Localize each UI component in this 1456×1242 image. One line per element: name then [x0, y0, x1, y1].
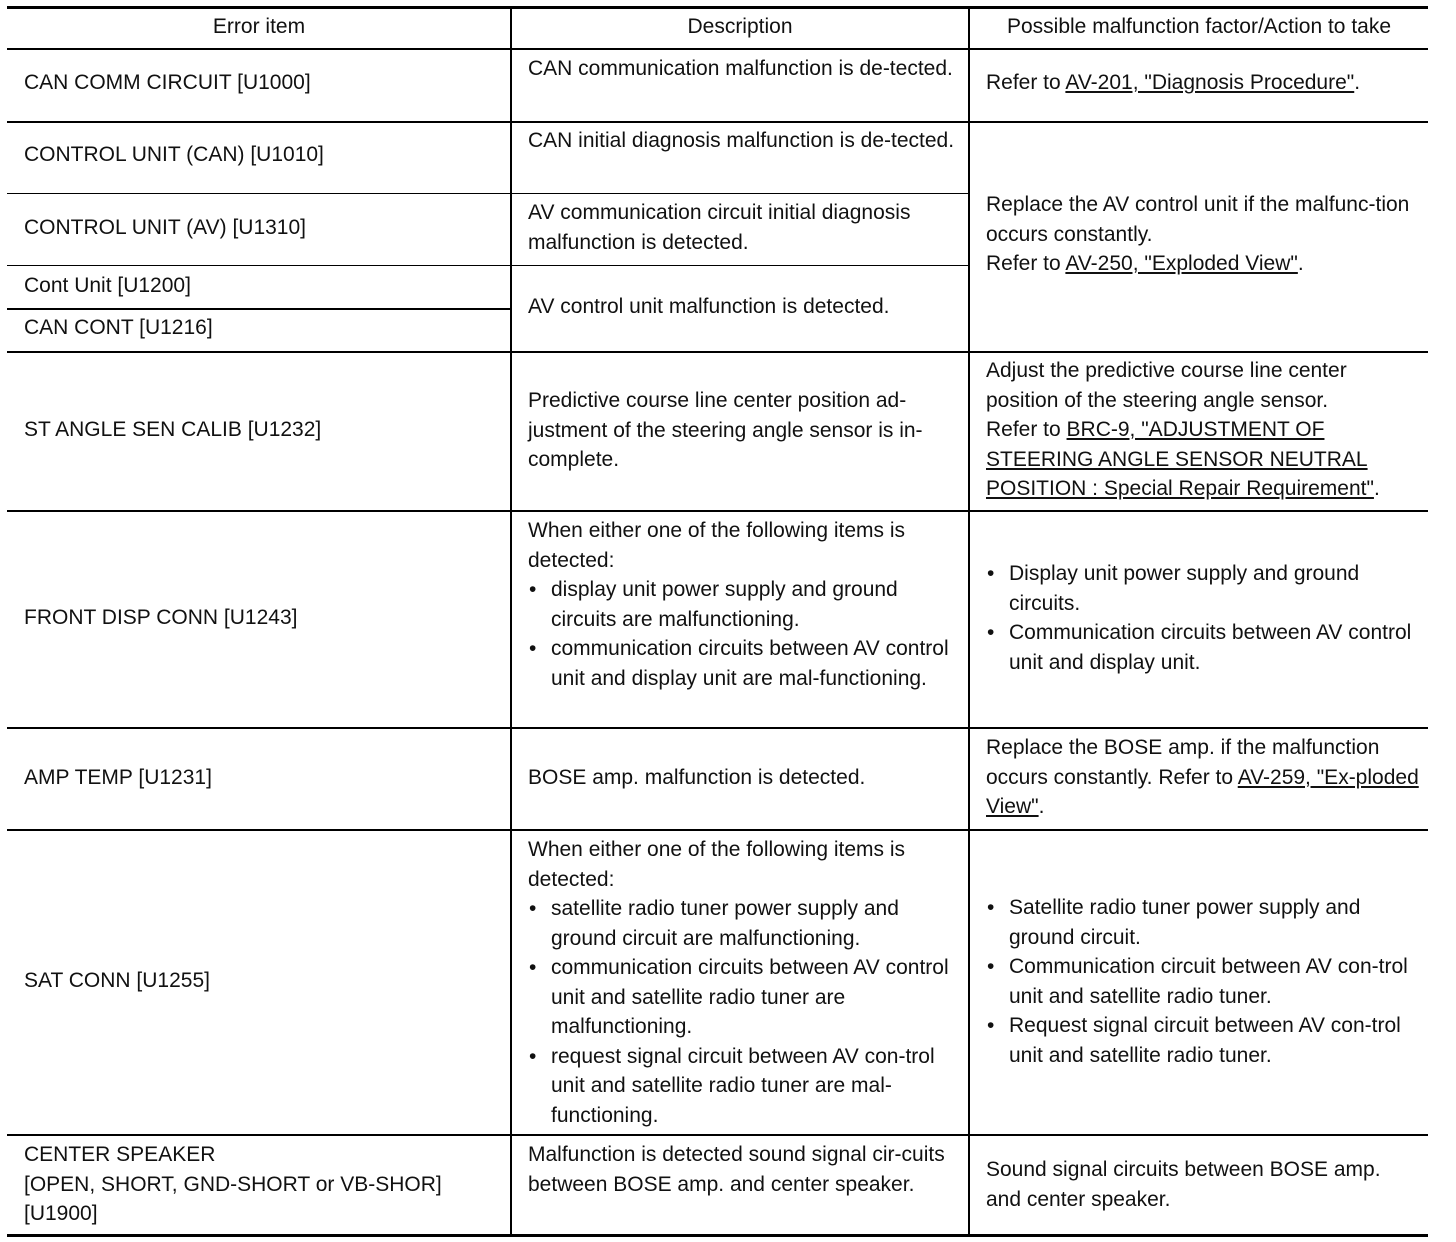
column-divider — [510, 6, 512, 1237]
action-u1000 — [986, 68, 1420, 98]
list-item: • request signal circuit between AV con-trol unit and satellite radio tuner are mal-functioning. — [528, 1042, 962, 1131]
row-divider — [7, 829, 1428, 831]
table-top-border — [7, 6, 1428, 9]
action-reference — [986, 249, 1420, 279]
action-text: Adjust the predictive course line center position of the steering angle sensor. — [986, 359, 1347, 412]
action-text: . — [1297, 252, 1304, 275]
row-divider — [7, 727, 1428, 729]
action-reference — [986, 415, 1420, 504]
header-divider — [7, 48, 1428, 50]
action-bullet-list — [986, 559, 1420, 677]
action-text: . — [1038, 795, 1045, 818]
row-divider — [7, 308, 512, 310]
description-u1243 — [528, 516, 962, 693]
error-item-line: [OPEN, SHORT, GND-SHORT or VB-SHOR] — [24, 1172, 442, 1196]
list-item: • communication circuits between AV control unit and satellite radio tuner are malfunctioning. — [528, 953, 962, 1042]
description-intro: When either one of the following items is detected: — [528, 838, 906, 891]
action-text: . — [1354, 71, 1361, 94]
list-item: • display unit power supply and ground circuits are malfunctioning. — [528, 575, 962, 634]
header-action: Possible malfunction factor/Action to take — [1006, 15, 1392, 38]
reference-link[interactable]: BRC-9, "ADJUSTMENT OF STEERING ANGLE SENSOR NEUTRAL POSITION : Special Repair Requirement" — [986, 418, 1374, 500]
header-description: Description — [687, 15, 793, 38]
table-bottom-border — [7, 1234, 1428, 1237]
error-item-u1900 — [24, 1140, 504, 1229]
error-item-u1010: CONTROL UNIT (CAN) [U1010] — [24, 143, 324, 166]
action-u1232 — [986, 356, 1420, 504]
error-item-u1200: Cont Unit [U1200] — [24, 274, 191, 297]
list-item: • Satellite radio tuner power supply and ground circuit. — [986, 893, 1420, 952]
action-text: Replace the AV control unit if the malfunc-tion occurs constantly. — [986, 193, 1410, 246]
description-u1231: BOSE amp. malfunction is detected. — [528, 766, 866, 789]
row-divider — [7, 265, 970, 266]
error-item-u1310: CONTROL UNIT (AV) [U1310] — [24, 216, 307, 239]
row-divider — [7, 121, 1428, 123]
row-divider — [7, 1134, 1428, 1136]
description-bullet-list — [528, 575, 962, 693]
reference-link[interactable]: AV-259, "Ex-ploded View" — [986, 765, 1419, 818]
action-replace-av-control-unit — [986, 190, 1420, 279]
action-u1255 — [986, 893, 1420, 1070]
error-item-u1255: SAT CONN [U1255] — [24, 969, 210, 992]
column-divider — [968, 6, 970, 1237]
row-divider — [7, 351, 1428, 353]
list-item: • Request signal circuit between AV con-trol unit and satellite radio tuner. — [986, 1011, 1420, 1070]
description-u1310: AV communication circuit initial diagnosis malfunction is detected. — [528, 201, 911, 254]
description-u1000: CAN communication malfunction is de-tected. — [528, 57, 953, 80]
error-item-u1216: CAN CONT [U1216] — [24, 316, 213, 339]
action-text: Replace the BOSE amp. if the malfunction occurs constantly. Refer to — [986, 736, 1380, 789]
description-bullet-list — [528, 894, 962, 1130]
description-u1255 — [528, 835, 962, 1130]
action-text: Refer to — [986, 252, 1066, 275]
description-u1200-u1216: AV control unit malfunction is detected. — [528, 295, 890, 318]
action-text: . — [1373, 477, 1380, 500]
error-item-u1231: AMP TEMP [U1231] — [24, 766, 212, 789]
error-item-u1000: CAN COMM CIRCUIT [U1000] — [24, 71, 311, 94]
action-text: Refer to — [986, 418, 1067, 441]
description-u1232: Predictive course line center position ad-justment of the steering angle sensor is in-complete. — [528, 389, 923, 471]
list-item: • satellite radio tuner power supply and ground circuit are malfunctioning. — [528, 894, 962, 953]
description-u1010: CAN initial diagnosis malfunction is de-tected. — [528, 129, 955, 152]
list-item: • communication circuits between AV control unit and display unit are mal-functioning. — [528, 634, 962, 693]
reference-link[interactable]: AV-250, "Exploded View" — [1065, 252, 1298, 275]
list-item: • Communication circuits between AV control unit and display unit. — [986, 618, 1420, 677]
error-item-line: [U1900] — [24, 1202, 98, 1225]
error-item-line: CENTER SPEAKER — [24, 1143, 216, 1166]
row-divider — [7, 193, 970, 194]
action-text: Refer to — [986, 71, 1066, 94]
description-u1900: Malfunction is detected sound signal cir-cuits between BOSE amp. and center speaker. — [528, 1143, 945, 1196]
action-u1231 — [986, 733, 1420, 822]
reference-link[interactable]: AV-201, "Diagnosis Procedure" — [1065, 71, 1355, 94]
list-item: • Communication circuit between AV con-trol unit and satellite radio tuner. — [986, 952, 1420, 1011]
description-intro: When either one of the following items is detected: — [528, 519, 906, 572]
action-u1900: Sound signal circuits between BOSE amp. and center speaker. — [986, 1158, 1381, 1211]
row-divider — [7, 510, 1428, 512]
action-u1243 — [986, 559, 1420, 677]
error-item-u1243: FRONT DISP CONN [U1243] — [24, 606, 298, 629]
action-bullet-list — [986, 893, 1420, 1070]
header-error-item: Error item — [212, 15, 306, 38]
list-item: • Display unit power supply and ground circuits. — [986, 559, 1420, 618]
error-item-u1232: ST ANGLE SEN CALIB [U1232] — [24, 418, 322, 441]
